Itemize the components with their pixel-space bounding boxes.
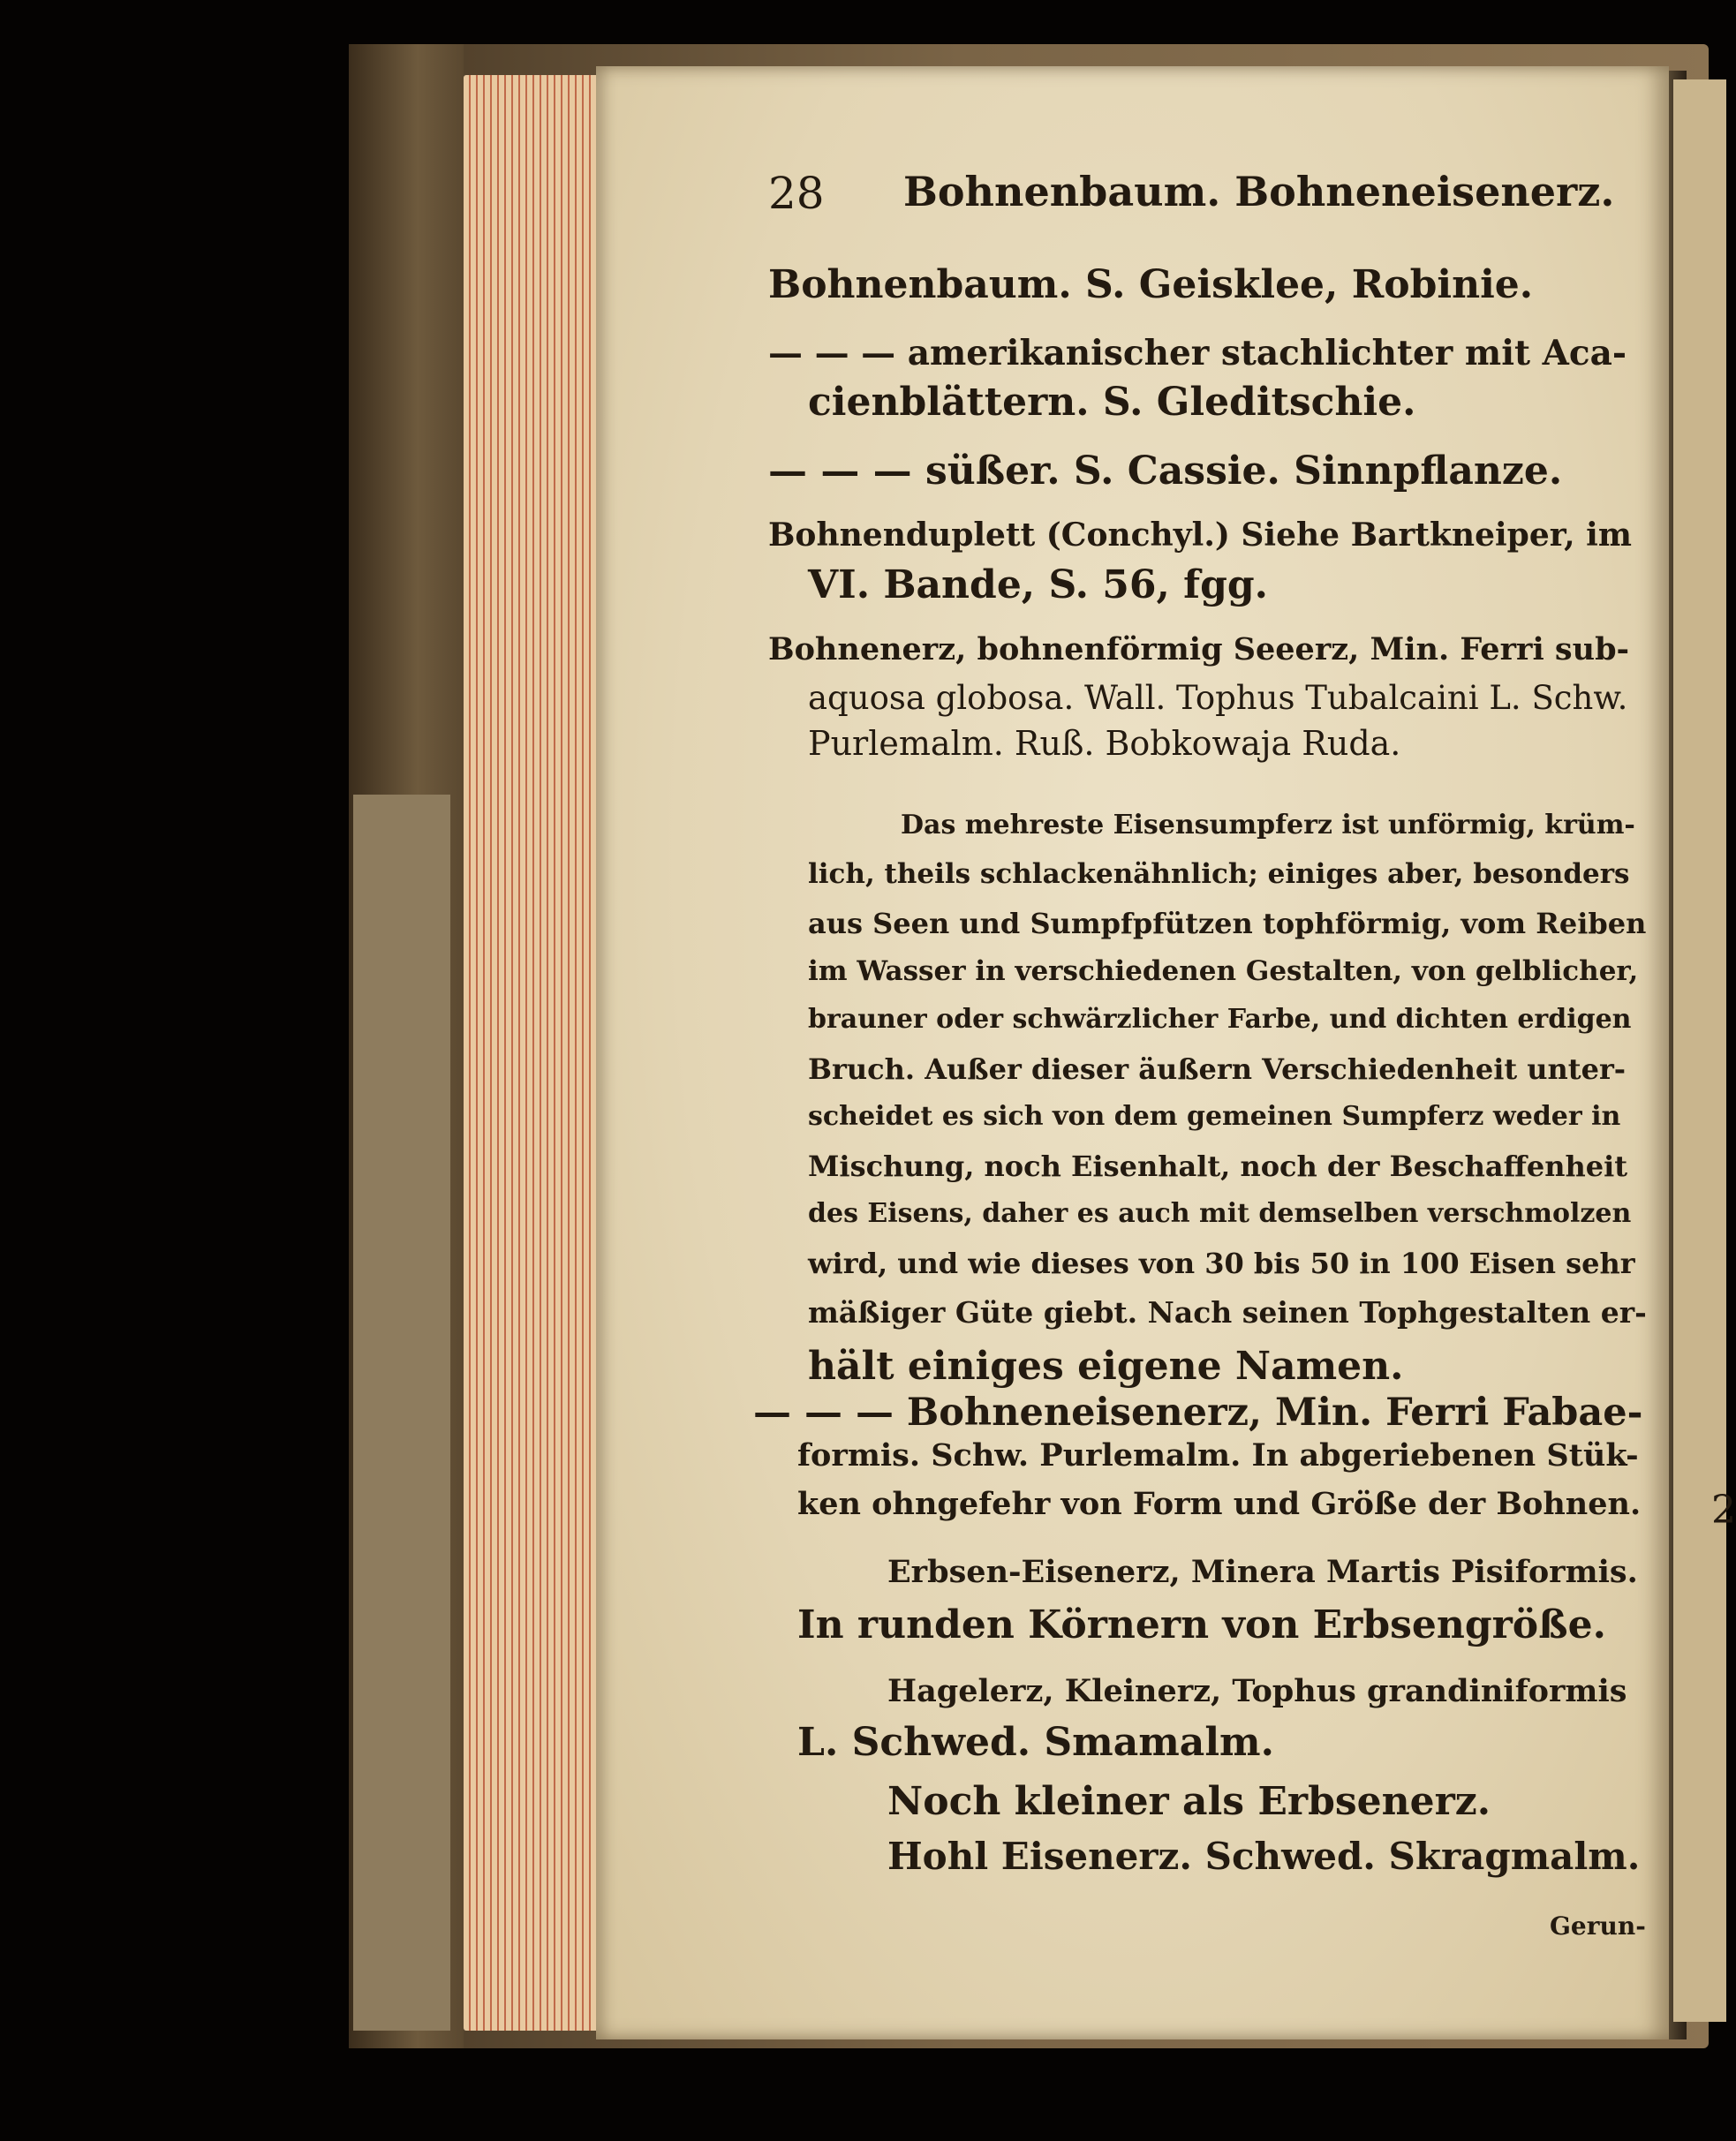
- entry-bohnenbaum: Bohnenbaum. S. Geisklee, Robinie.: [768, 262, 1534, 307]
- facing-page-edge: [1673, 79, 1726, 2022]
- text-line: Mischung, noch Eisenhalt, noch der Beschaffenheit: [808, 1150, 1628, 1183]
- text-line: hält einiges eigene Namen.: [808, 1344, 1404, 1389]
- entry-hohl-eisenerz: Hohl Eisenerz. Schwed. Skragmalm.: [887, 1835, 1641, 1878]
- text-line: aquosa globosa. Wall. Tophus Tubalcaini L. Schw.: [808, 679, 1628, 717]
- entry-bohneneisenerz: — — — Bohneneisenerz, Min. Ferri Fabae-: [753, 1391, 1643, 1435]
- text-line: im Wasser in verschiedenen Gestalten, von gelblicher,: [808, 955, 1639, 987]
- entry-bohnenduplett: Bohnenduplett (Conchyl.) Siehe Bartkneiper, im: [768, 516, 1632, 554]
- entry-hagelerz: Hagelerz, Kleinerz, Tophus grandiniformis: [887, 1673, 1627, 1709]
- text-line: des Eisens, daher es auch mit demselben verschmolzen: [808, 1198, 1632, 1229]
- text-line: Purlemalm. Ruß. Bobkowaja Ruda.: [808, 724, 1401, 763]
- text-line: mäßiger Güte giebt. Nach seinen Tophgestalten er-: [808, 1295, 1647, 1330]
- facing-page-number: 2: [1711, 1488, 1736, 1533]
- text-line: formis. Schw. Purlemalm. In abgeriebenen Stük-: [797, 1437, 1639, 1474]
- text-line: ken ohngefehr von Form und Größe der Bohnen.: [797, 1486, 1642, 1522]
- text-line: lich, theils schlackenähnlich; einiges aber, besonders: [808, 858, 1630, 890]
- text-line: cienblättern. S. Gleditschie.: [808, 380, 1416, 425]
- running-head: Bohnenbaum. Bohneneisenerz.: [903, 168, 1615, 215]
- text-line: brauner oder schwärzlicher Farbe, und dichten erdigen: [808, 1004, 1632, 1035]
- text-line: Das mehreste Eisensumpferz ist unförmig, krüm-: [901, 810, 1635, 841]
- text-line: aus Seen und Sumpfpfützen tophförmig, vom Reiben: [808, 907, 1647, 940]
- text-line: L. Schwed. Smamalm.: [797, 1720, 1274, 1765]
- cover-patch: [353, 795, 450, 2031]
- page-number: 28: [768, 168, 825, 219]
- book-page: [596, 66, 1669, 2039]
- text-line: — — — amerikanischer stachlichter mit Aca-: [768, 333, 1627, 373]
- text-line: Noch kleiner als Erbsenerz.: [887, 1779, 1491, 1824]
- text-line: VI. Bande, S. 56, fgg.: [808, 562, 1268, 607]
- text-line: wird, und wie dieses von 30 bis 50 in 100 Eisen sehr: [808, 1247, 1635, 1280]
- entry-erbsen-eisenerz: Erbsen-Eisenerz, Minera Martis Pisiformis.: [887, 1554, 1638, 1590]
- text-line: In runden Körnern von Erbsengröße.: [797, 1602, 1606, 1647]
- page-block-edges: [464, 75, 600, 2031]
- catchword: Gerun-: [1550, 1911, 1646, 1941]
- text-line: — — — süßer. S. Cassie. Sinnpflanze.: [768, 449, 1563, 494]
- entry-bohnenerz: Bohnenerz, bohnenförmig Seeerz, Min. Ferri sub-: [768, 631, 1630, 667]
- text-line: scheidet es sich von dem gemeinen Sumpferz weder in: [808, 1101, 1621, 1132]
- text-line: Bruch. Außer dieser äußern Verschiedenheit unter-: [808, 1052, 1627, 1086]
